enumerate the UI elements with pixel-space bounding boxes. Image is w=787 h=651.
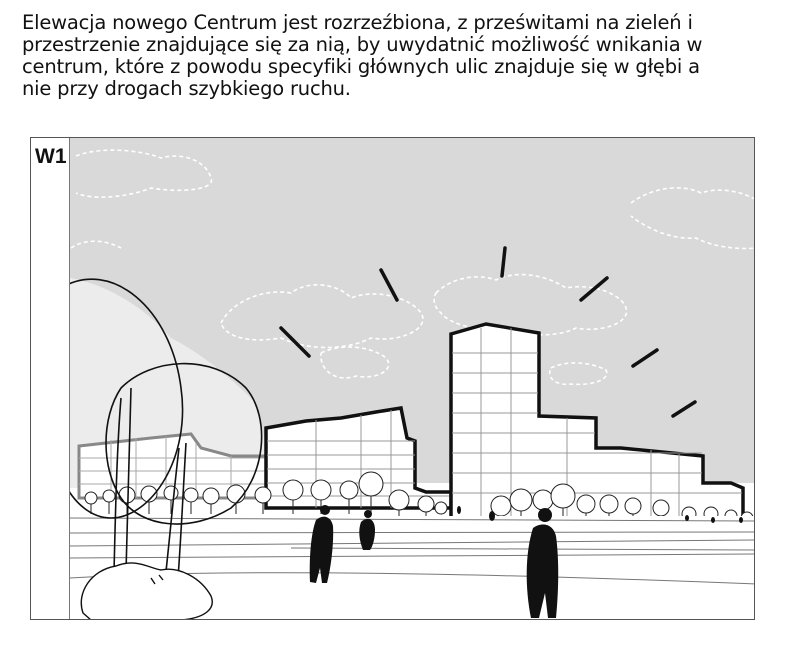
- sketch-figure: [30, 137, 755, 620]
- elevation-sketch: [31, 138, 755, 620]
- caption-line: przestrzenie znajdujące się za nią, by uwydatnić możliwość wnikania w: [22, 33, 703, 56]
- figure-label-strip: [31, 138, 70, 619]
- caption-line: nie przy drogach szybkiego ruchu.: [22, 77, 351, 100]
- caption-text: [22, 12, 767, 100]
- caption-line: Elewacja nowego Centrum jest rozrzeźbiona, z prześwitami na zieleń i: [22, 11, 693, 34]
- figure-label: W1: [35, 145, 67, 168]
- caption-line: centrum, które z powodu specyfiki głównych ulic znajduje się w głębi a: [22, 55, 700, 78]
